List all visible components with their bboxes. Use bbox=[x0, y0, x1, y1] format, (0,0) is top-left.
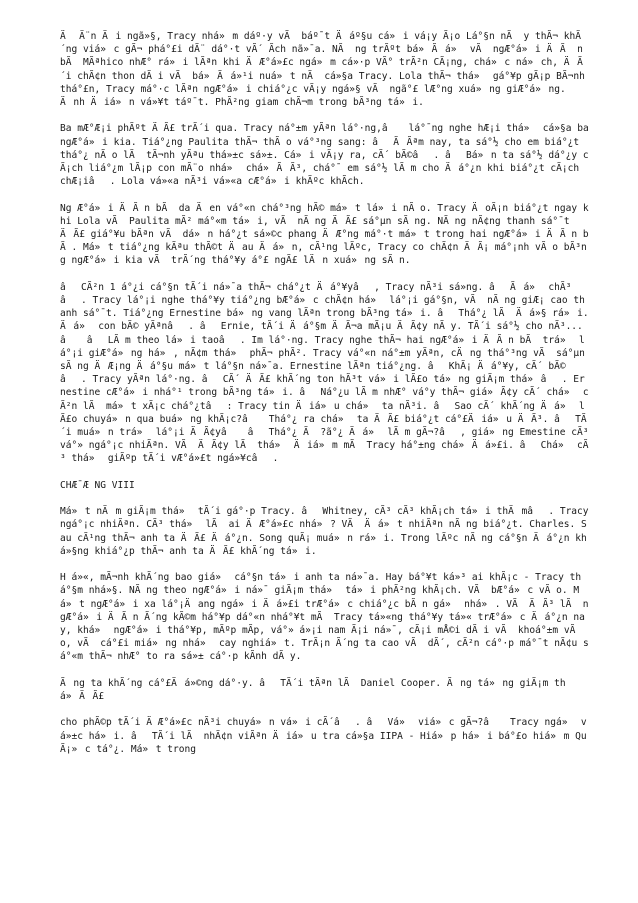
chapter-heading: CHÆ¯Æ NG VIII bbox=[60, 479, 135, 491]
paragraph-5: Má»t nÄm giÃ¡m thá» tÃ´i gá°·p Tracy. âWhitney, cÃ³ cÃ³ khÃ¡ch tá»i thÄmâ. Tracy ngá°¡c nhiÃªn. CÃ³ thá» lÃ ai ÄÆ°á»£c nhá»? VÃ Äá»t nhiÃªn nÃ ng biá°¿t. Charles. Sau cÃ¹ng thÃ¬ anh ta ÄÃ£ Äá°¿n. Song quÃ¡ muá»n rá»i. Trong lÃºc nÃ ng cá°§n Äá°¿n khá»§ng khiá°¿p thÃ¬ anh ta ÄÃ£ khÃ´ng tá»i. bbox=[60, 506, 595, 557]
paragraph-4: âCÃ²n 1 á°¿i cá°§n tÃ´i ná»¯a thÃ¬ chá°¿t Äá°¥yâ, Tracy nÃ³i sá»ng. âÃá» chÃ³â. Tracy lá°¡i nghe thá°¥y tiá°¿ng bÆ°á»c chÃ¢n há» lá°¡i gá°§n, vÃ nÃ ng giÆ¡ cao thanh sá°¯t. Tiá°¿ng Ernestine bá»ng vang lÃªn trong bÃ³ng tá»i. âThá°¿ lÃ Äá»§ rá»i. Äá» con bÃ© yÃªnâ. âErnie, tÃ´i Äá°§m ÄÃ¬a mÃ¡u ÄÃ¢y nÃ y. TÃ´i sá°½ cho nÃ³...â âLÃ m theo lá»i taoâ. Im lá°·ng. Tracy nghe thÃ¬ hai ngÆ°á»i ÄÃ n bÃ trá» lá°¡i giÆ°á»ng há», nÃ¢m thá» phÃ¬ phÃ². Tracy vá°«n ná°±m yÃªn, cÄng thá°³ng vÃ sá°µn sÃ ng ÄÆ¡ng Äá°§u má»t lá°§n ná»¯a. Ernestine lÃªn tiá°¿ng. âKhÃ¡ Äá°¥y, cÃ´ bÃ©â. Tracy yÃªn lá°·ng. âCÃ´ ÄÃ£ khÃ´ng ton hÃ³t vá»i lÃ£o tá»ng giÃ¡m thá»â. Ernestine cÆ°á»i nhá°¹ trong bÃ³ng tá»i. âNá°¿u lÃ m nhÆ° vá°y thÃ¬ giá»Ã¢y cÃ´ chá» cÃ²n lÃ má»t xÃ¡c chá°¿tâ: Tracy tin Äiá»u chá» ta nÃ³i. âSao cÃ´ khÃ´ng Äá» lÃ£o chuyá»n qua buá»ng khÃ¡c?â Thá°¿ ra chá» ta ÄÃ£ biá°¿t cá°£Äiá»u ÄÃ³. âTÃ´i muá»n trá» lá°¡i ÄÃ¢yâ âThá°¿ Ã ?ã°¿ Äá» lÃ m gÃ¬?â, giá»ng Emestine cÃ³ vá°» ngá°¡c nhiÃªn. VÃ ÄÃ¢y lÃ thá» Äiá»m mÃ Tracy há°±ng chá»Äá»£i. âChá» cÃ³ thá» giÃºp tÃ´i vÆ°á»£t ngá»¥câ. bbox=[60, 281, 595, 465]
paragraph-8: cho phÃ©p tÃ´i ÄÆ°á»£c nÃ³i chuyá»n vá»i cÃ´â. âVá» viá»c gÃ¬?â Tracy ngá» vá»±c há»i. âTÃ´i lÃ nhÃ¢n viÃªn Äiá»u tra cá»§a IIPA - Hiá»p há»i bá°£o hiá»m QuÃ¡»c tá°¿. Má»t trong bbox=[60, 717, 587, 755]
paragraph-6: H á»«, mÃ¬nh khÃ´ng bao giá» cá°§n tá»i anh ta ná»¯a. Hay bá°¥t ká»³ ai khÃ¡c - Tracy thá°§m nhá»§. NÃ ng theo ngÆ°á»i ná»¯ giÃ¡m thá» tá»i phÃ²ng khÃ¡ch. VÃ bÆ°á»c vÃ o. Má»t ngÆ°á»i xa lá°¡Äang ngá»i Äá»£i trÆ°á»c chiá°¿c bÃ n gá» nhá». VÃ ÄÃ³ lÃ ngÆ°á»i ÄÃ n Ã´ng kÃ©m há°¥p dá°«n nhá°¥t mÃ Tracy tá»«ng thá°¥y tá»« trÆ°á»c Äá°¿n nay, khá» ngÆ°á»i thá°¥p, mÃºp mÃp, vá°» á»¡i nam Ã¡i ná»¯, cÃ¡i mÅ©i dÃ i vÃ khoá°±m vÃ o, vÃ cá°£i miá»ng nhá» cay nghiá»t. TrÃ¡n Ã´ng ta cao vÃ dÃ´, cÃ²n cá°·p má°¯t nÃ¢u sá°«m thÃ¬ nhÆ° to ra sá»± cá°·p kÃnh dÃ y. bbox=[60, 572, 589, 663]
paragraph-2: Ba mÆ°Æ¡i phÃºt ÄÃ£ trÃ´i qua. Tracy ná°±m yÃªn lá°·ng,â lá°¯ng nghe hÆ¡i thá» cá»§a ba ngÆ°á»i kia. Tiá°¿ng Paulita thÃ¬ thÃ o vá°³ng sang: âÃÃªm nay, ta sá°½ cho em biá°¿t thá°¿ nÃ o lÃ tÃ¬nh yÃªu thá»±c sá»±. Cá»i vÃ¡y ra, cÃ´ bÃ©â. âBá»n ta sá°½ dá°¿y cÃ¡ch liá°¿m lÃ¡p con mÃ¨o nhá» chá»ÃÃ³, chá°¯ em sá°½ lÃ m cho Äá°¿n khi biá°¿t cÃ¡ch chÆ¡iâ. Lola vá»«a nÃ³i vá»«a cÆ°á»i khÃºc khÃch. bbox=[60, 123, 595, 188]
paragraph-1: Ä Ä¨n Äi ngã»§, Tracy nhá»m dáº·y vÃ báº¯t Äáº§u cá»i vá¡y Ã¡o Lá°§n nÃ y thÃ¬ khÃ´ng viá»c gÃ¬ phá°£i dÃ¨ dá°·t vÃ´ Ãch nã»¯a. NÃ ng trÃºt bá»Ãá» vÃ ngÆ°á»i ÄÃ n bÃ MÃªhico nhÆ° rá»i lÃªn khi ÄÆ°á»£c ngá»m cá»·p VÃ° trÃ²n CÃ¡ng, chá»c ná»ch, ÄÃ´i chÃ¢n thon dÃ i vÃ bá»Ãá»¹i nuá»t nÃ cá»§a Tracy. Lola thÃ¬ thá» gá°¥p gÃ¡p BÃ¬nh thá°£n, Tracy má°·c lÃªn ngÆ°á»i chiá°¿c vÃ¡y ngá»§ vÃ ngã°£ lÆ°ng xuá»ng giÆ°á»ng. Änh Äiá»n vá»¥t táº¯t. PhÃ²ng giam chÃ¬m trong bÃ³ng tá»i. bbox=[60, 31, 591, 109]
paragraph-7: Ãng ta khÃ´ng cá°£Äá»©ng dá°·y. âTÃ´i tÃªn lÃ Daniel Cooper. Ãng tá»ng giÃ¡m thá»ÄÃ£ bbox=[60, 677, 566, 703]
paragraph-3: Ng Æ°á»i ÄÃ n bÃ da Äen vá°«n chá°³ng hÃ© má»t lá»i nÃ o. Tracy ÄoÃ¡n biá°¿t ngay khi Lola vÃ Paulita mÃ² má°«m tá»i, vÃ nÃ ng ÄÃ£ sá°µn sÃ ng. NÃ ng nÃ¢ng thanh sá°¯t ÄÃ£ giá°¥u bÃªn vÃ dá»n há°¿t sá»©c phang ÄÆ°ng má°·t má»t trong hai ngÆ°á»i ÄÃ n bÃ . Má»t tiá°¿ng kÃªu thÃ©t Äau Äá»n, cÃ¹ng lÃºc, Tracy co chÃ¢n ÄÃ¡ má°¡nh vÃ o bÃ³ng ngÆ°á»i kia vÃ trÃ´ng thá°¥y á°£ ngÃ£ lÄn xuá»ng sÃ n. bbox=[60, 202, 589, 267]
